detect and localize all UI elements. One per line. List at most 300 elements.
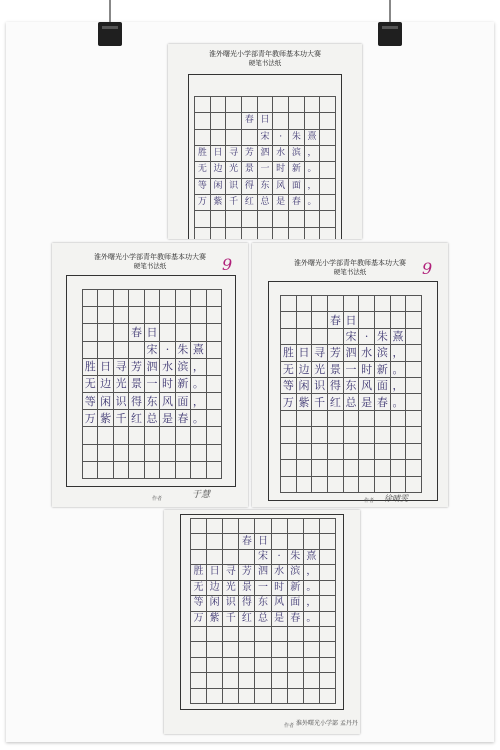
grid-cell xyxy=(114,445,129,462)
handwritten-character: 滨 xyxy=(176,359,191,376)
calligraphy-sheet-2 xyxy=(52,243,248,507)
grid-cell xyxy=(211,97,227,113)
grid-cell xyxy=(320,162,336,178)
grid-cell xyxy=(391,312,407,328)
grid-cell xyxy=(391,411,407,427)
grid-cell xyxy=(207,462,222,479)
grid-cell xyxy=(191,290,206,307)
grid-cell xyxy=(129,342,144,359)
handwritten-character: 时 xyxy=(359,362,375,378)
grid-cell xyxy=(145,290,160,307)
grid-cell xyxy=(375,477,391,493)
handwritten-character: 滨 xyxy=(289,146,305,162)
handwritten-character: 朱 xyxy=(176,342,191,359)
handwritten-character: 识 xyxy=(226,179,242,195)
handwritten-character: 新 xyxy=(289,162,305,178)
grid-cell xyxy=(191,445,206,462)
grid-cell xyxy=(223,689,239,704)
grid-cell xyxy=(344,296,360,312)
grid-cell xyxy=(191,627,207,642)
grid-cell xyxy=(406,427,422,443)
grid-cell xyxy=(312,329,328,345)
handwritten-character: 春 xyxy=(375,394,391,410)
grid-cell xyxy=(344,427,360,443)
handwritten-character: 景 xyxy=(129,376,144,393)
grid-cell xyxy=(375,427,391,443)
handwritten-character: 日 xyxy=(207,565,223,580)
grid-cell xyxy=(83,307,98,324)
grid-cell xyxy=(304,519,320,534)
handwritten-character: 时 xyxy=(273,162,289,178)
sheet-subtitle: 硬笔书法纸 xyxy=(248,59,282,67)
grid-cell xyxy=(239,519,255,534)
handwritten-character: 芳 xyxy=(328,345,344,361)
grid-cell xyxy=(114,342,129,359)
grid-cell xyxy=(114,290,129,307)
grid-cell xyxy=(191,689,207,704)
handwritten-character: 识 xyxy=(312,378,328,394)
grid-cell xyxy=(320,565,336,580)
handwritten-character: 熹 xyxy=(305,130,321,146)
handwritten-character: 等 xyxy=(281,378,297,394)
grid-cell xyxy=(191,307,206,324)
grid-cell xyxy=(312,477,328,493)
grid-cell xyxy=(328,296,344,312)
sheet-subtitle: 硬笔书法纸 xyxy=(333,268,367,276)
handwritten-character: 日 xyxy=(211,146,227,162)
handwritten-character: 日 xyxy=(98,359,113,376)
grid-cell xyxy=(297,296,313,312)
handwritten-character: 万 xyxy=(195,195,211,211)
handwritten-character: 等 xyxy=(191,596,207,611)
handwritten-character: ， xyxy=(304,596,320,611)
handwritten-character: 风 xyxy=(272,596,288,611)
grid-cell xyxy=(320,113,336,129)
handwritten-character: 胜 xyxy=(195,146,211,162)
handwritten-character: 芳 xyxy=(242,146,258,162)
handwritten-character: 。 xyxy=(191,376,206,393)
binder-clip-left-icon xyxy=(98,0,122,50)
grid-cell xyxy=(226,211,242,227)
grid-cell xyxy=(328,427,344,443)
handwritten-character: · xyxy=(272,550,288,565)
grid-cell xyxy=(359,460,375,476)
handwritten-character: 泗 xyxy=(344,345,360,361)
grid-cell xyxy=(129,307,144,324)
handwritten-character: 。 xyxy=(304,581,320,596)
handwritten-character: 边 xyxy=(98,376,113,393)
calligraphy-sheet-1 xyxy=(168,44,362,239)
grid-cell xyxy=(160,462,175,479)
grid-cell xyxy=(305,228,321,239)
grid-cell xyxy=(406,394,422,410)
grid-cell xyxy=(359,296,375,312)
grid-cell xyxy=(297,427,313,443)
grid-cell xyxy=(320,658,336,673)
grid-cell xyxy=(83,290,98,307)
grid-cell xyxy=(191,462,206,479)
handwritten-character: 春 xyxy=(328,312,344,328)
grid-cell xyxy=(272,627,288,642)
grid-cell xyxy=(160,290,175,307)
grid-cell xyxy=(223,658,239,673)
handwritten-character: 寻 xyxy=(312,345,328,361)
writing-grid xyxy=(194,96,336,239)
grid-cell xyxy=(207,550,223,565)
handwritten-character: 熹 xyxy=(304,550,320,565)
handwritten-character: 无 xyxy=(191,581,207,596)
handwritten-character: ， xyxy=(391,378,407,394)
grid-cell xyxy=(312,411,328,427)
grid-cell xyxy=(114,324,129,341)
grid-cell xyxy=(289,113,305,129)
grid-cell xyxy=(207,342,222,359)
grid-cell xyxy=(344,477,360,493)
handwritten-character: 日 xyxy=(258,113,274,129)
grid-cell xyxy=(207,393,222,410)
grid-cell xyxy=(207,689,223,704)
handwritten-character: 新 xyxy=(375,362,391,378)
handwritten-character: 日 xyxy=(145,324,160,341)
handwritten-character: 闲 xyxy=(207,596,223,611)
handwritten-character: 面 xyxy=(288,596,304,611)
grid-cell xyxy=(98,307,113,324)
grid-cell xyxy=(312,444,328,460)
handwritten-character: 东 xyxy=(258,179,274,195)
grid-cell xyxy=(281,444,297,460)
grid-cell xyxy=(223,534,239,549)
grid-cell xyxy=(304,642,320,657)
grid-cell xyxy=(98,445,113,462)
handwritten-character: 紫 xyxy=(98,410,113,427)
grid-cell xyxy=(320,519,336,534)
handwritten-character: 芳 xyxy=(239,565,255,580)
grid-cell xyxy=(176,307,191,324)
grid-cell xyxy=(255,658,271,673)
grid-cell xyxy=(281,460,297,476)
grid-cell xyxy=(207,673,223,688)
grid-cell xyxy=(320,211,336,227)
grid-cell xyxy=(288,658,304,673)
grid-cell xyxy=(211,130,227,146)
grid-cell xyxy=(272,642,288,657)
grid-cell xyxy=(297,477,313,493)
grid-cell xyxy=(304,689,320,704)
grid-cell xyxy=(207,307,222,324)
grid-cell xyxy=(375,312,391,328)
grid-cell xyxy=(145,307,160,324)
grid-cell xyxy=(320,612,336,627)
handwritten-character: 是 xyxy=(160,410,175,427)
handwritten-character: ， xyxy=(191,359,206,376)
grid-cell xyxy=(305,97,321,113)
grid-cell xyxy=(195,113,211,129)
grid-cell xyxy=(297,460,313,476)
grid-cell xyxy=(207,427,222,444)
handwritten-character: 一 xyxy=(344,362,360,378)
grid-cell xyxy=(191,534,207,549)
grid-cell xyxy=(391,444,407,460)
grid-cell xyxy=(359,444,375,460)
grid-cell xyxy=(98,462,113,479)
handwritten-character: 无 xyxy=(281,362,297,378)
grid-cell xyxy=(281,296,297,312)
grid-cell xyxy=(242,211,258,227)
grid-cell xyxy=(305,113,321,129)
handwritten-character: 总 xyxy=(145,410,160,427)
author-signature: 淮外曙光小学部 孟丹丹 xyxy=(296,720,358,727)
grid-cell xyxy=(207,290,222,307)
grid-cell xyxy=(255,627,271,642)
grid-cell xyxy=(83,342,98,359)
handwritten-character: 水 xyxy=(160,359,175,376)
handwritten-character: ， xyxy=(304,565,320,580)
grid-cell xyxy=(328,329,344,345)
grid-cell xyxy=(176,290,191,307)
handwritten-character: 日 xyxy=(344,312,360,328)
grid-cell xyxy=(391,477,407,493)
handwritten-character: 千 xyxy=(114,410,129,427)
grid-cell xyxy=(344,460,360,476)
grid-cell xyxy=(207,627,223,642)
handwritten-character: 一 xyxy=(258,162,274,178)
grid-cell xyxy=(239,642,255,657)
grid-cell xyxy=(114,462,129,479)
grid-cell xyxy=(145,427,160,444)
grid-cell xyxy=(312,427,328,443)
author-signature: 徐晴雯 xyxy=(384,494,408,503)
grid-cell xyxy=(320,596,336,611)
grid-cell xyxy=(160,427,175,444)
grid-cell xyxy=(207,376,222,393)
grid-cell xyxy=(191,324,206,341)
author-label: 作者 xyxy=(284,723,295,729)
handwritten-character: 泗 xyxy=(145,359,160,376)
handwritten-character: 一 xyxy=(255,581,271,596)
handwritten-character: 总 xyxy=(258,195,274,211)
handwritten-character: 寻 xyxy=(223,565,239,580)
grid-cell xyxy=(255,673,271,688)
handwritten-character: 风 xyxy=(273,179,289,195)
grid-cell xyxy=(320,97,336,113)
grid-cell xyxy=(320,146,336,162)
calligraphy-sheet-4 xyxy=(164,510,360,734)
grid-cell xyxy=(207,359,222,376)
handwritten-character: 时 xyxy=(272,581,288,596)
grid-cell xyxy=(344,444,360,460)
grid-cell xyxy=(195,130,211,146)
grid-cell xyxy=(226,228,242,239)
handwritten-character: 等 xyxy=(83,393,98,410)
handwritten-character: · xyxy=(359,329,375,345)
handwritten-character: 春 xyxy=(239,534,255,549)
handwritten-character: 景 xyxy=(239,581,255,596)
grid-cell xyxy=(211,211,227,227)
grid-cell xyxy=(207,445,222,462)
grid-cell xyxy=(288,673,304,688)
grid-cell xyxy=(211,113,227,129)
grid-cell xyxy=(281,312,297,328)
handwritten-character: 景 xyxy=(328,362,344,378)
handwritten-character: 光 xyxy=(223,581,239,596)
grid-cell xyxy=(272,519,288,534)
writing-grid xyxy=(82,289,222,479)
handwritten-character: 水 xyxy=(272,565,288,580)
handwritten-character: 日 xyxy=(297,345,313,361)
grid-cell xyxy=(304,534,320,549)
grid-cell xyxy=(223,642,239,657)
handwritten-character: 是 xyxy=(359,394,375,410)
grid-cell xyxy=(195,228,211,239)
grid-cell xyxy=(359,312,375,328)
grid-cell xyxy=(226,130,242,146)
grid-cell xyxy=(391,296,407,312)
grid-cell xyxy=(160,324,175,341)
handwritten-character: 朱 xyxy=(375,329,391,345)
handwritten-character: ， xyxy=(305,179,321,195)
handwritten-character: 新 xyxy=(176,376,191,393)
handwritten-character: 一 xyxy=(145,376,160,393)
handwritten-character: 胜 xyxy=(83,359,98,376)
grid-cell xyxy=(297,444,313,460)
handwritten-character: 胜 xyxy=(191,565,207,580)
grid-cell xyxy=(406,444,422,460)
grid-cell xyxy=(160,445,175,462)
grid-cell xyxy=(406,378,422,394)
grid-cell xyxy=(375,296,391,312)
handwritten-character: ， xyxy=(391,345,407,361)
writing-grid xyxy=(280,295,422,493)
grid-cell xyxy=(255,689,271,704)
handwritten-character: 光 xyxy=(114,376,129,393)
handwritten-character: 宋 xyxy=(255,550,271,565)
grid-cell xyxy=(406,460,422,476)
binder-clip-right-icon xyxy=(378,0,402,50)
sheet-title: 淮外曙光小学部青年教师基本功大赛 xyxy=(94,253,206,261)
handwritten-character: 得 xyxy=(328,378,344,394)
grid-cell xyxy=(391,427,407,443)
grid-cell xyxy=(223,673,239,688)
handwritten-character: 水 xyxy=(273,146,289,162)
grid-cell xyxy=(191,673,207,688)
grid-cell xyxy=(391,460,407,476)
handwritten-character: 千 xyxy=(226,195,242,211)
handwritten-character: 。 xyxy=(391,362,407,378)
handwritten-character: ， xyxy=(305,146,321,162)
calligraphy-sheet-3 xyxy=(252,243,448,507)
handwritten-character: ， xyxy=(191,393,206,410)
handwritten-character: 。 xyxy=(391,394,407,410)
grid-cell xyxy=(239,658,255,673)
grid-cell xyxy=(98,342,113,359)
grid-cell xyxy=(129,445,144,462)
grid-cell xyxy=(328,411,344,427)
grid-cell xyxy=(239,673,255,688)
handwritten-character: 得 xyxy=(242,179,258,195)
handwritten-character: 芳 xyxy=(129,359,144,376)
grid-cell xyxy=(207,324,222,341)
grid-cell xyxy=(320,228,336,239)
handwritten-character: 边 xyxy=(207,581,223,596)
handwritten-character: 红 xyxy=(328,394,344,410)
grid-cell xyxy=(320,673,336,688)
handwritten-character: 千 xyxy=(312,394,328,410)
handwritten-character: 风 xyxy=(160,393,175,410)
grid-cell xyxy=(297,329,313,345)
grid-cell xyxy=(242,130,258,146)
grid-cell xyxy=(281,477,297,493)
handwritten-character: 紫 xyxy=(211,195,227,211)
grid-cell xyxy=(312,296,328,312)
grid-cell xyxy=(320,550,336,565)
grid-cell xyxy=(191,658,207,673)
grid-cell xyxy=(191,427,206,444)
handwritten-character: 闲 xyxy=(98,393,113,410)
grid-cell xyxy=(211,228,227,239)
grid-cell xyxy=(239,550,255,565)
grid-cell xyxy=(288,689,304,704)
grid-cell xyxy=(328,460,344,476)
handwritten-character: 宋 xyxy=(145,342,160,359)
grid-cell xyxy=(176,427,191,444)
grid-cell xyxy=(406,362,422,378)
grid-cell xyxy=(320,642,336,657)
grid-cell xyxy=(207,642,223,657)
grid-cell xyxy=(223,519,239,534)
grid-cell xyxy=(272,673,288,688)
grid-cell xyxy=(273,97,289,113)
grid-cell xyxy=(297,312,313,328)
handwritten-character: 无 xyxy=(195,162,211,178)
grid-cell xyxy=(320,534,336,549)
handwritten-character: 水 xyxy=(359,345,375,361)
handwritten-character: 新 xyxy=(288,581,304,596)
grid-cell xyxy=(207,534,223,549)
handwritten-character: 胜 xyxy=(281,345,297,361)
author-signature: 于慧 xyxy=(192,490,211,500)
grid-cell xyxy=(242,97,258,113)
grid-cell xyxy=(304,673,320,688)
grid-cell xyxy=(191,550,207,565)
grid-cell xyxy=(406,329,422,345)
grid-cell xyxy=(281,329,297,345)
grid-cell xyxy=(288,534,304,549)
sheet-title: 淮外曙光小学部青年教师基本功大赛 xyxy=(209,50,321,58)
grid-cell xyxy=(223,627,239,642)
handwritten-character: 。 xyxy=(191,410,206,427)
handwritten-character: 景 xyxy=(242,162,258,178)
grid-cell xyxy=(289,211,305,227)
handwritten-character: 面 xyxy=(375,378,391,394)
handwritten-character: 。 xyxy=(304,612,320,627)
handwritten-character: 识 xyxy=(114,393,129,410)
handwritten-character: 闲 xyxy=(297,378,313,394)
handwritten-character: 等 xyxy=(195,179,211,195)
handwritten-character: · xyxy=(160,342,175,359)
handwritten-character: 边 xyxy=(211,162,227,178)
score-mark: 9 xyxy=(422,259,433,278)
grid-cell xyxy=(98,427,113,444)
handwritten-character: 泗 xyxy=(255,565,271,580)
handwritten-character: 得 xyxy=(239,596,255,611)
handwritten-character: 朱 xyxy=(289,130,305,146)
handwritten-character: 宋 xyxy=(344,329,360,345)
grid-cell xyxy=(176,462,191,479)
handwritten-character: 万 xyxy=(281,394,297,410)
handwritten-character: 红 xyxy=(239,612,255,627)
grid-cell xyxy=(83,324,98,341)
grid-cell xyxy=(406,296,422,312)
